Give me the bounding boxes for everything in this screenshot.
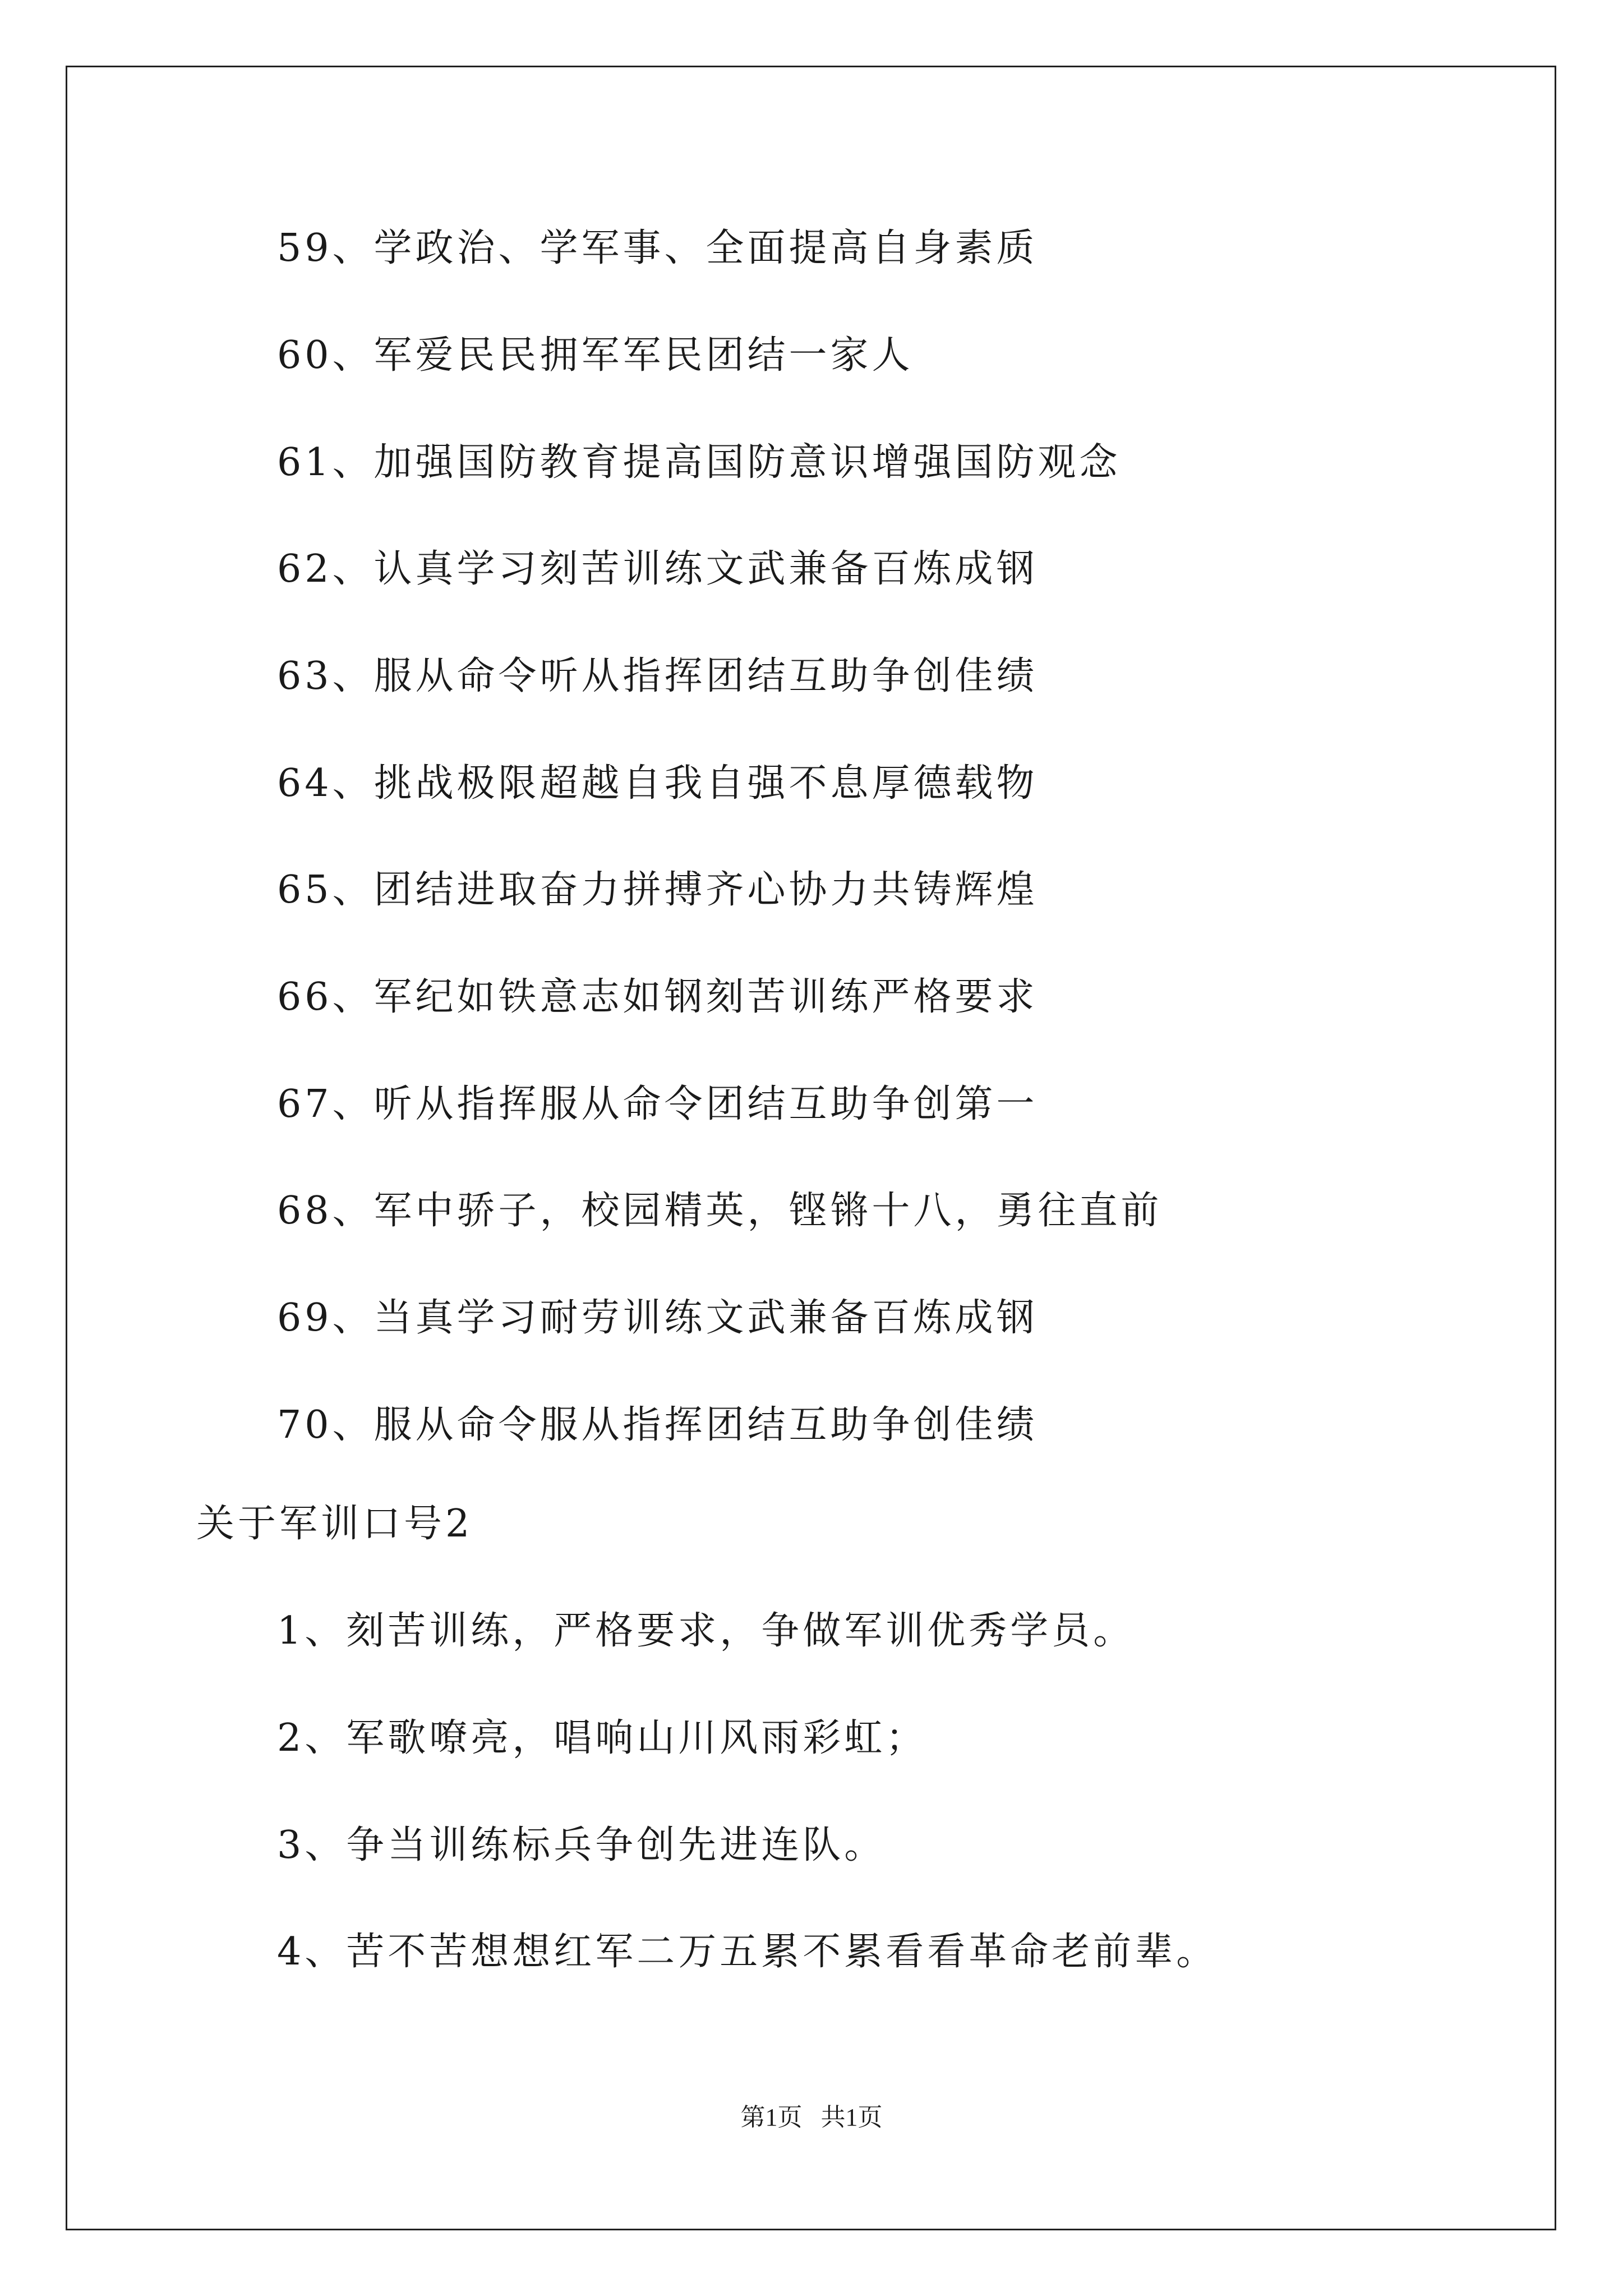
slogan-2: 2、军歌嘹亮，唱响山川风雨彩虹；	[277, 1716, 928, 1760]
slogan-64: 64、挑战极限超越自我自强不息厚德载物	[277, 761, 1038, 806]
slogan-70: 70、服从命令服从指挥团结互助争创佳绩	[277, 1403, 1038, 1447]
slogan-66: 66、军纪如铁意志如钢刻苦训练严格要求	[277, 975, 1038, 1019]
slogan-68: 68、军中骄子，校园精英，铿锵十八，勇往直前	[277, 1189, 1163, 1233]
slogan-62: 62、认真学习刻苦训练文武兼备百炼成钢	[277, 547, 1038, 591]
slogan-63: 63、服从命令听从指挥团结互助争创佳绩	[277, 654, 1038, 698]
section-heading: 关于军训口号2	[196, 1502, 473, 1546]
slogan-61: 61、加强国防教育提高国防意识增强国防观念	[277, 440, 1121, 485]
slogan-4: 4、苦不苦想想红军二万五累不累看看革命老前辈。	[277, 1930, 1218, 1974]
slogan-59: 59、学政治、学军事、全面提高自身素质	[277, 226, 1038, 270]
page-border	[66, 66, 1556, 2230]
slogan-1: 1、刻苦训练，严格要求，争做军训优秀学员。	[277, 1609, 1135, 1653]
slogan-60: 60、军爱民民拥军军民团结一家人	[277, 333, 914, 378]
slogan-67: 67、听从指挥服从命令团结互助争创第一	[277, 1082, 1038, 1126]
page-footer: 第1页 共1页	[740, 2104, 883, 2131]
slogan-65: 65、团结进取奋力拼搏齐心协力共铸辉煌	[277, 868, 1038, 912]
slogan-3: 3、争当训练标兵争创先进连队。	[277, 1823, 886, 1867]
slogan-69: 69、当真学习耐劳训练文武兼备百炼成钢	[277, 1296, 1038, 1340]
